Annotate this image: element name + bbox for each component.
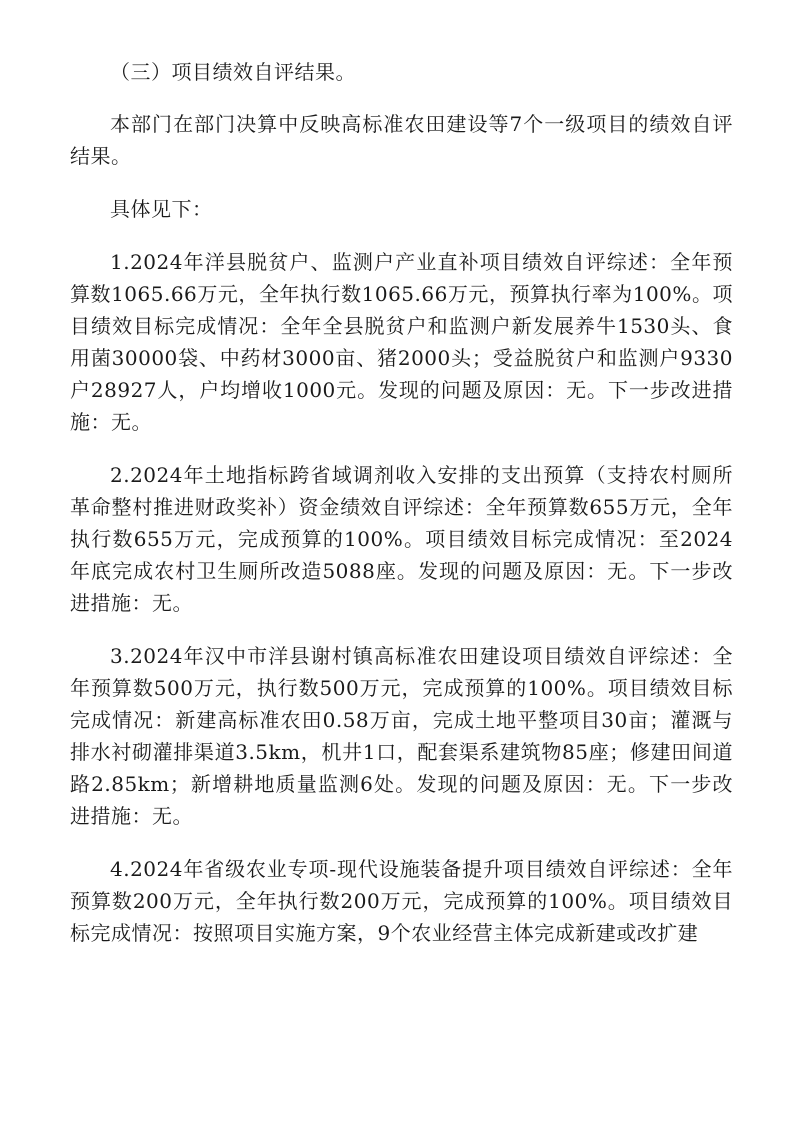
intro-paragraph: 本部门在部门决算中反映高标准农田建设等7个一级项目的绩效自评结果。	[70, 112, 733, 168]
item-paragraph-2: 2.2024年土地指标跨省域调剂收入安排的支出预算（支持农村厕所革命整村推进财政奖补）资金绩效自评综述：全年预算数655万元，全年执行数655万元，完成预算的100%。项目绩效目标完成情况：至2024年底完成农村卫生厕所改造5088座。发现的问题及原因：无。下一步改进措施：无。	[70, 463, 733, 615]
item-paragraph-3: 3.2024年汉中市洋县谢村镇高标准农田建设项目绩效自评综述：全年预算数500万元，执行数500万元，完成预算的100%。项目绩效目标完成情况：新建高标准农田0.58万亩，完成土地平整项目30亩；灌溉与排水衬砌灌排渠道3.5km，机井1口，配套渠系建筑物85座；修建田间道路2.85km；新增耕地质量监测6处。发现的问题及原因：无。下一步改进措施：无。	[70, 644, 733, 828]
see-below-paragraph: 具体见下：	[110, 197, 213, 221]
item-paragraph-4: 4.2024年省级农业专项-现代设施装备提升项目绩效自评综述：全年预算数200万元，全年执行数200万元，完成预算的100%。项目绩效目标完成情况：按照项目实施方案，9个农业经营主体完成新建或改扩建	[70, 857, 733, 945]
document-body	[70, 56, 733, 949]
section-heading: （三）项目绩效自评结果。	[110, 60, 356, 84]
item-paragraph-1: 1.2024年洋县脱贫户、监测户产业直补项目绩效自评综述：全年预算数1065.66万元，全年执行数1065.66万元，预算执行率为100%。项目绩效目标完成情况：全年全县脱贫户和监测户新发展养牛1530头、食用菌30000袋、中药材3000亩、猪2000头；受益脱贫户和监测户9330户28927人，户均增收1000元。发现的问题及原因：无。下一步改进措施：无。	[70, 250, 733, 434]
